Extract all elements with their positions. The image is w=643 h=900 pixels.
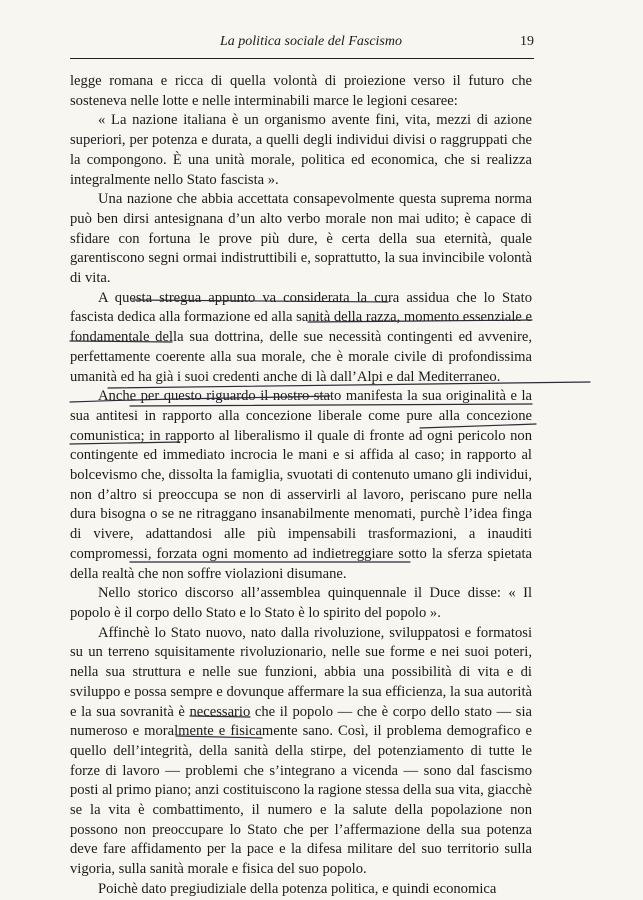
paragraph: Poichè dato pregiudiziale della potenza politica, e quindi economica <box>98 880 497 897</box>
paragraph: Affinchè lo Stato nuovo, nato dalla rivoluzione, sviluppatosi e formatosi su un terreno squisitamente rivoluzionario, nelle sue forme e nei suoi poteri, nella sua struttura e nelle sue funzioni, abbia una possibilità di vita e di sviluppo e possa sempre e dovunque affermare la sua efficienza, la sua autorità e la sua sovranità è necessario che il popolo — che è corpo dello stato — sia numeroso e moralmente e fisicamente sano. Così, il problema demografico e quello dell’integrità, della sanità della stirpe, del potenziamento di tutte le forze di lavoro — problemi che s’integrano a vicenda — sono dal fascismo posti al primo piano; anzi costituiscono la ragione stessa della sua vita, giacchè se la vita è combattimento, il numero e la salute della popolazione non possono non preoccupare lo Stato che per l’affermazione della sua potenza deve fare affidamento per la pace e la difesa militare del suo territorio sulla vigoria, sulla sanità morale e fisica del suo popolo. <box>70 624 532 878</box>
paragraph: Nello storico discorso all’assemblea quinquennale il Duce disse: « Il popolo è il corpo dello Stato e lo Stato è lo spirito del popolo ». <box>70 585 532 621</box>
paragraph: legge romana e ricca di quella volontà di proiezione verso il futuro che sosteneva nelle lotte e nelle interminabili marce le legioni cesaree: <box>70 73 532 109</box>
paragraph: Una nazione che abbia accettata consapevolmente questa suprema norma può ben dirsi antesignana d’un alto verbo morale non mai udito; è capace di sfidare con fortuna le prove più dure, è certa della sua eternità, quale garentiscono segni ormai indistruttibili e, soprattutto, la sua invincibile volontà di vita. <box>70 191 532 287</box>
running-title: La politica sociale del Fascismo <box>220 34 402 49</box>
header-rule <box>70 58 534 59</box>
page-header <box>70 30 534 54</box>
paragraph: « La nazione italiana è un organismo avente fini, vita, mezzi di azione superiori, per potenza e durata, a quelli degli individui divisi o raggruppati che la compongono. È una unità morale, politica ed economica, che si realizza integralmente nello Stato fascista ». <box>70 112 532 188</box>
paragraph: Anche per questo riguardo il nostro stato manifesta la sua originalità e la sua antitesi in rapporto alla concezione liberale come pure alla concezione comunistica; in rapporto al liberalismo il quale di fronte ad ogni pericolo non contingente ed immediato incrocia le mani e si affida al caso; in rapporto al bolcevismo che, dissolta la famiglia, svuotati di contenuto umano gli individui, non d’altro si preoccupa se non di asservirli al lavoro, periscano pure nella dura bisogna o se ne ritraggano insanabilmente menomati, purchè l’idea finga di vivere, adattandosi alle più impensabili trasformazioni, a inauditi compromessi, forzata ogni momento ad indietreggiare sotto la sferza spietata della realtà che non soffre violazioni disumane. <box>70 388 532 582</box>
paragraph: A questa stregua appunto va considerata la cura assidua che lo Stato fascista dedica alla formazione ed alla sanità della razza, momento essenziale e fondamentale della sua dottrina, delle sue necessità contingenti ed avvenire, perfettamente coerente alla sua morale, che è morale civile di profondissima umanità ed ha già i suoi credenti anche di là dall’Alpi e dal Mediterraneo. <box>70 289 532 385</box>
page-number: 19 <box>520 34 534 49</box>
body-text <box>70 72 532 900</box>
